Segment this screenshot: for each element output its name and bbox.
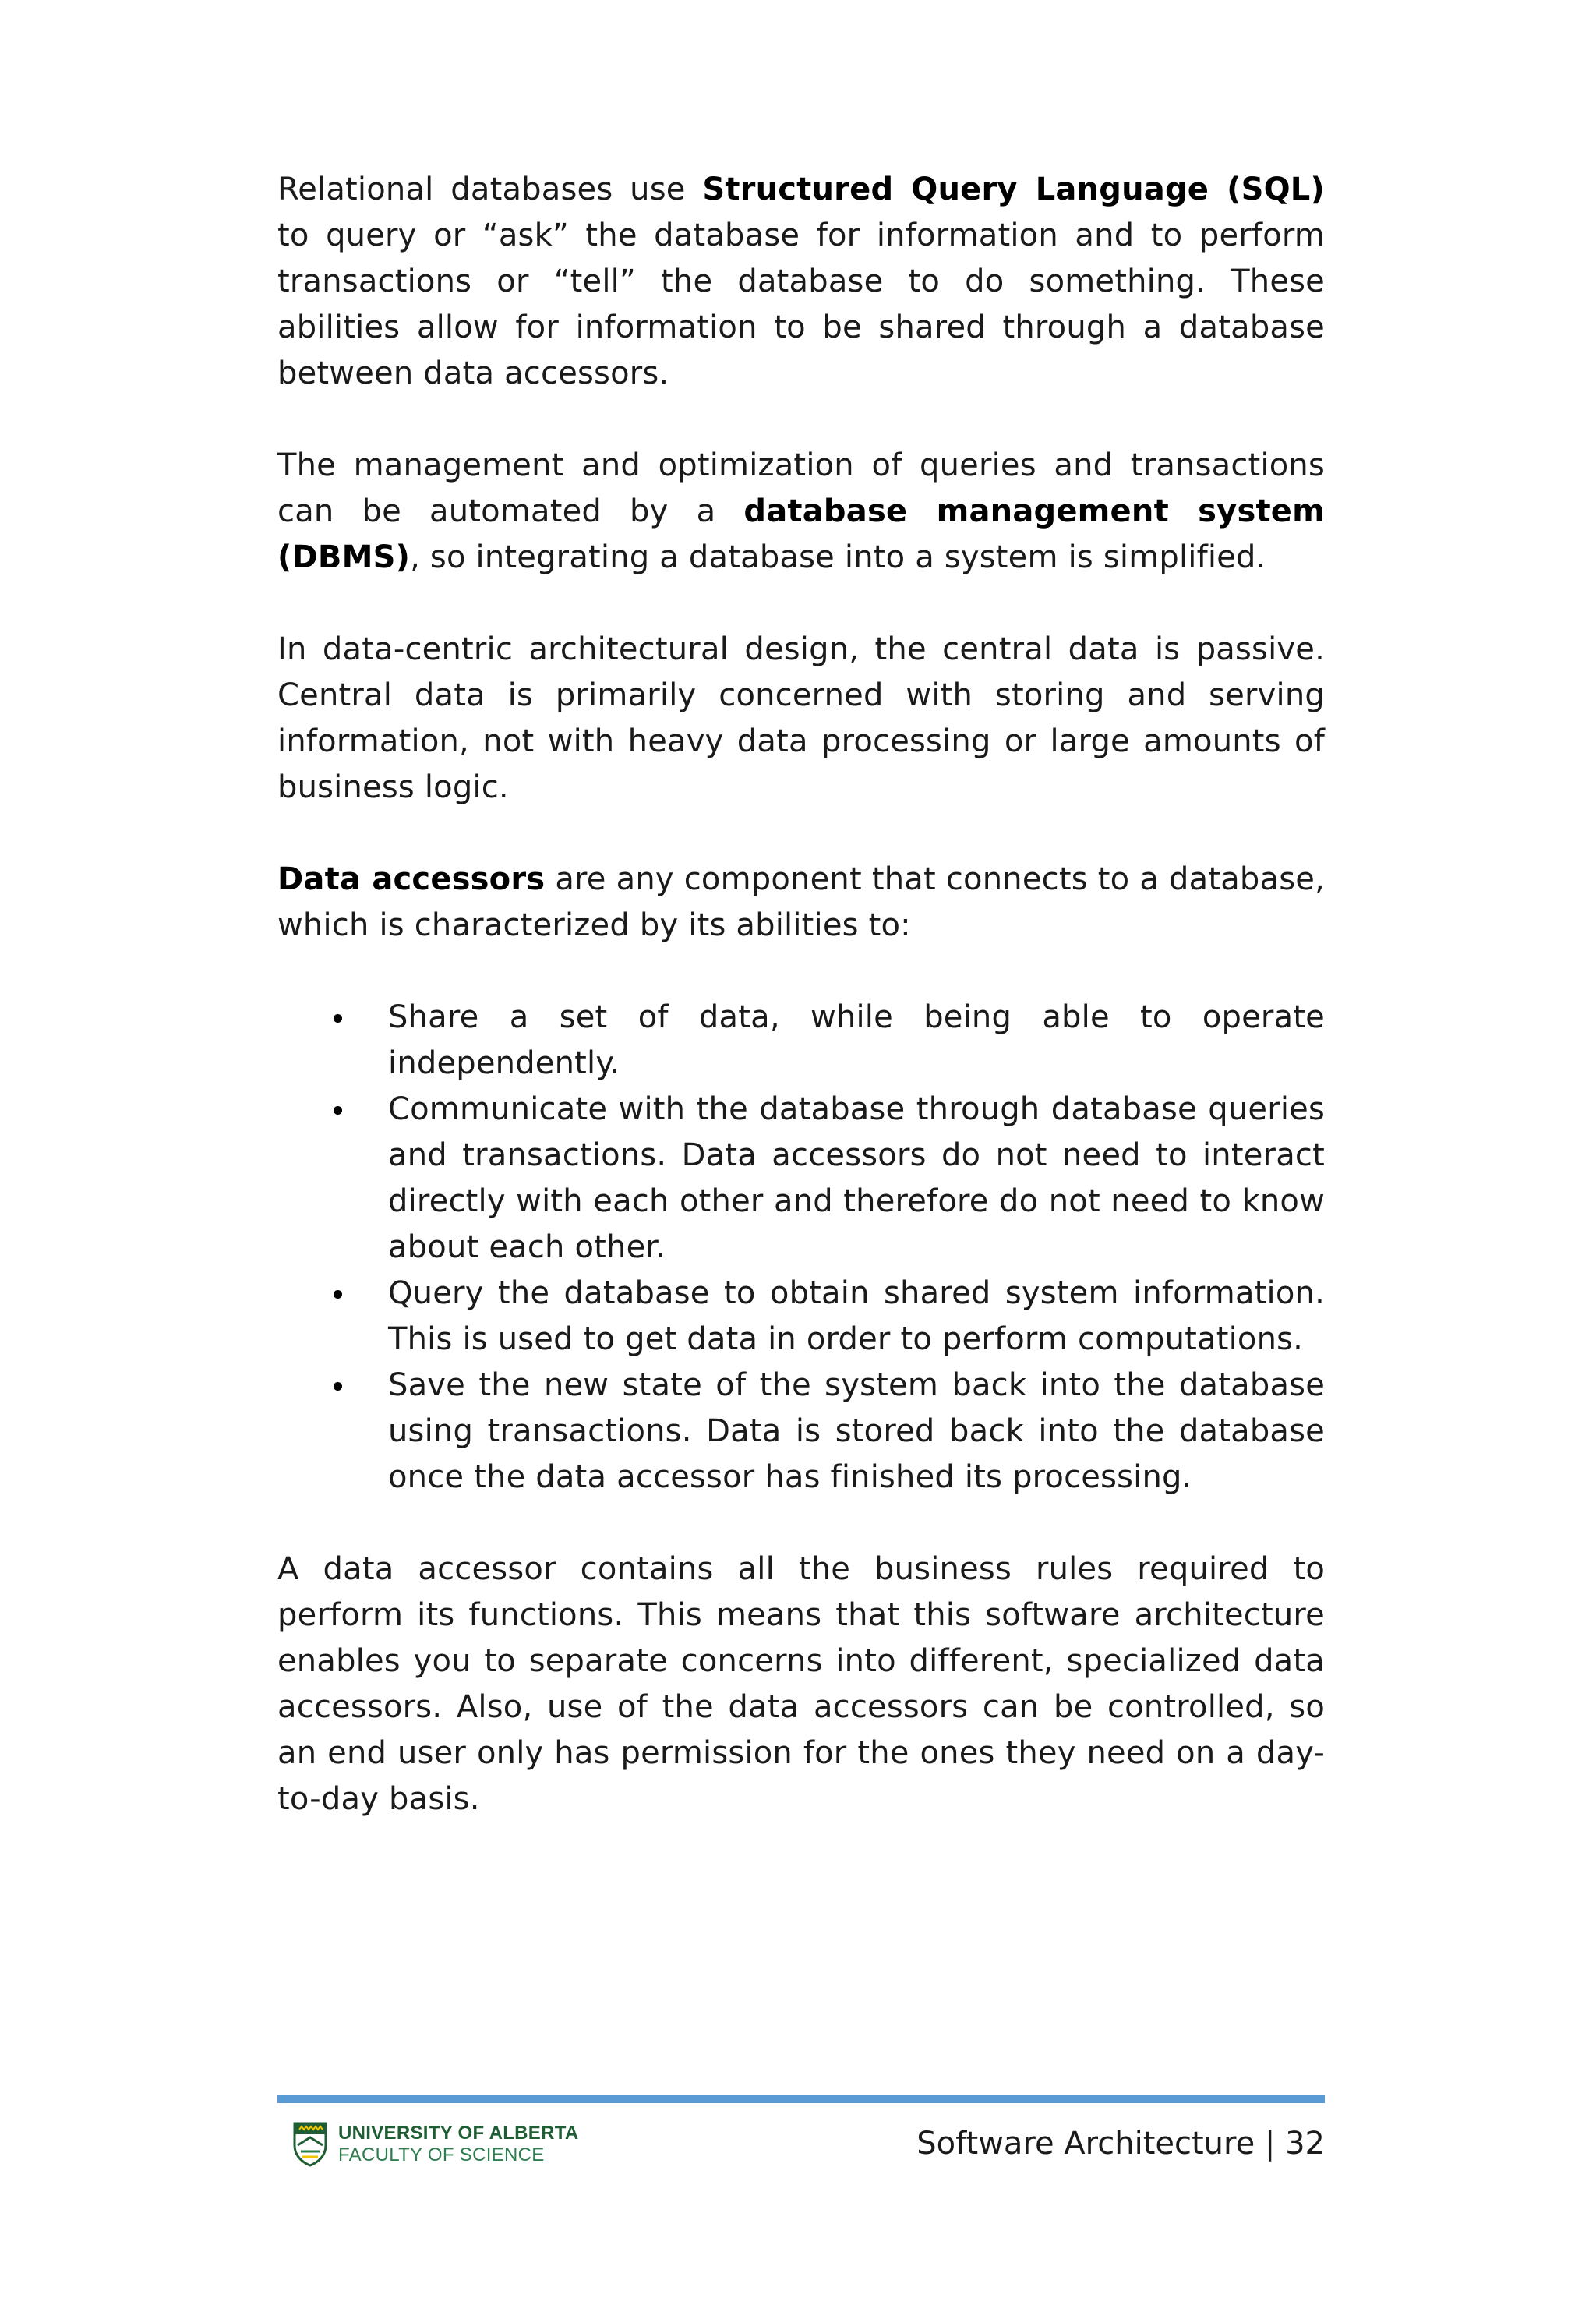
paragraph-business-rules: A data accessor contains all the business rules required to perform its functions. This means that this software architecture enables you to separate concerns into different, specialized data accessors. Also, use of the data accessors can be controlled, so an end user only has permission for the ones they need on a day-to-day basis. — [277, 1551, 1325, 1817]
logo-text — [338, 2123, 579, 2166]
document-body — [277, 167, 1325, 1868]
list-item-text: Share a set of data, while being able to operate independently. — [388, 999, 1325, 1081]
paragraph-sql-text-before: Relational databases use — [277, 171, 703, 207]
logo-faculty-name: FACULTY OF SCIENCE — [338, 2144, 545, 2165]
paragraph-data-accessors — [277, 857, 1325, 949]
list-item-text: Query the database to obtain shared system information. This is used to get data in order to perform computations. — [388, 1275, 1325, 1357]
bullet-icon — [334, 1014, 342, 1023]
bullet-icon — [334, 1382, 342, 1391]
term-sql: Structured Query Language (SQL) — [702, 171, 1325, 207]
list-item-text: Communicate with the database through database queries and transactions. Data accessors do not need to interact directly with each other and therefore do not need to know about each other. — [388, 1091, 1325, 1265]
list-item — [277, 1271, 1325, 1363]
paragraph-data-accessors-text: are any component that connects to a database, which is characterized by its abilities to: — [277, 861, 1325, 943]
footer-divider — [277, 2095, 1325, 2103]
list-item — [277, 995, 1325, 1087]
paragraph-sql-text-after: to query or “ask” the database for information and to perform transactions or “tell” the database to do something. These abilities allow for information to be shared through a database between data accessors. — [277, 217, 1325, 391]
paragraph-dbms-text-after: , so integrating a database into a system is simplified. — [410, 539, 1266, 575]
term-data-accessors: Data accessors — [277, 861, 546, 897]
bullet-icon — [334, 1106, 342, 1115]
university-logo — [293, 2122, 579, 2167]
crest-icon — [293, 2122, 327, 2167]
footer-page-label: Software Architecture | 32 — [916, 2126, 1325, 2162]
bullet-icon — [334, 1290, 342, 1299]
paragraph-dbms — [277, 443, 1325, 581]
term-dbms: database management system (DBMS) — [277, 493, 1325, 575]
paragraph-dbms-text-before: The management and optimization of queries and transactions can be automated by a — [277, 447, 1325, 529]
logo-university-name: UNIVERSITY OF ALBERTA — [338, 2123, 579, 2144]
list-item — [277, 1087, 1325, 1271]
list-item-text: Save the new state of the system back into the database using transactions. Data is stored back into the database once the data accessor has finished its processing. — [388, 1367, 1325, 1495]
list-item — [277, 1363, 1325, 1501]
paragraph-sql — [277, 167, 1325, 397]
paragraph-central-data: In data-centric architectural design, the central data is passive. Central data is primarily concerned with storing and serving information, not with heavy data processing or large amounts of business logic. — [277, 631, 1325, 805]
accessor-abilities-list — [277, 995, 1325, 1501]
